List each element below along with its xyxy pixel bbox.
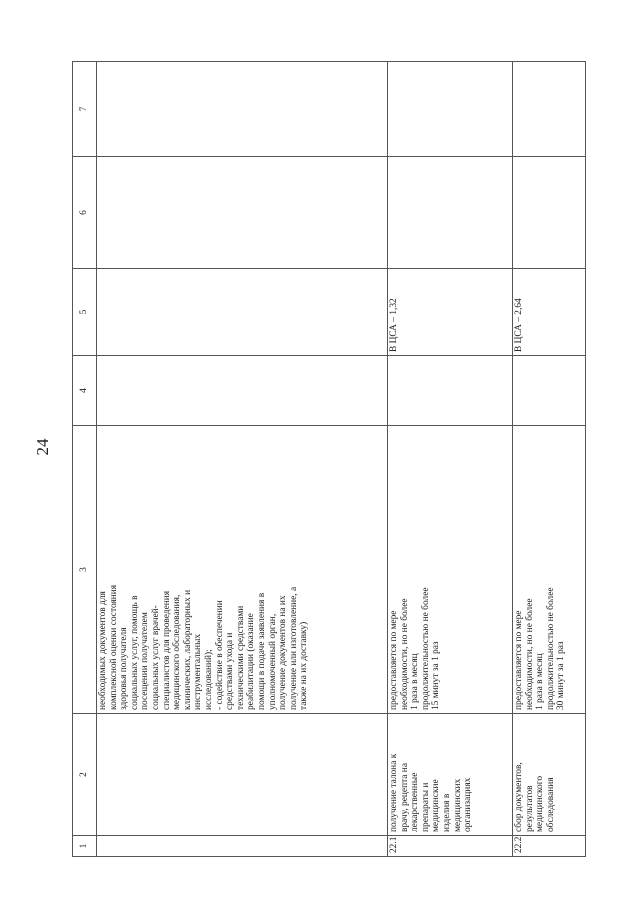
header-cell: 2 [73, 714, 97, 836]
service-cost: В ЦСА – 1,32 [388, 269, 513, 356]
header-cell: 1 [73, 836, 97, 857]
service-standard: предоставляется по мере необходимости, но не более 1 раза в месяц продолжительностью не более 30 минут за 1 раз [513, 426, 586, 714]
header-cell: 5 [73, 269, 97, 356]
service-name: получение талона к врачу, рецепта на лекарственные препараты и медицинские изделия в медицинских организациях [388, 714, 513, 836]
table-row [388, 62, 513, 857]
header-cell: 4 [73, 356, 97, 426]
continuation-text: необходимых документов для комплексной оценки состояния здоровья получателя социальных услуг, помощь в посещении получателем социальных услуг врачей- специалистов для проведения медицинского обследования, клинических, лабораторных и инструментальных исследований); - содействие в обеспечении средствами ухода и техническими средствами реабилитации (оказание помощи в подаче заявления в уполномоченный орган, получение документов на их получение или изготовление, а также на их доставку) [97, 426, 388, 714]
table-wrapper [72, 62, 577, 857]
services-table [72, 61, 586, 857]
page-number: 24 [33, 438, 52, 456]
service-cost: В ЦСА – 2,64 [513, 269, 586, 356]
row-number: 22.2 [513, 836, 586, 857]
table-row [513, 62, 586, 857]
header-cell: 7 [73, 62, 97, 157]
header-cell: 3 [73, 426, 97, 714]
row-number: 22.1 [388, 836, 513, 857]
header-cell: 6 [73, 157, 97, 269]
table-row [97, 62, 388, 857]
service-name: сбор документов, результатов медицинского обследования [513, 714, 586, 836]
header-row [73, 62, 97, 857]
service-standard: предоставляется по мере необходимости, но не более 1 раза в месяц продолжительностью не более 15 минут за 1 раз [388, 426, 513, 714]
